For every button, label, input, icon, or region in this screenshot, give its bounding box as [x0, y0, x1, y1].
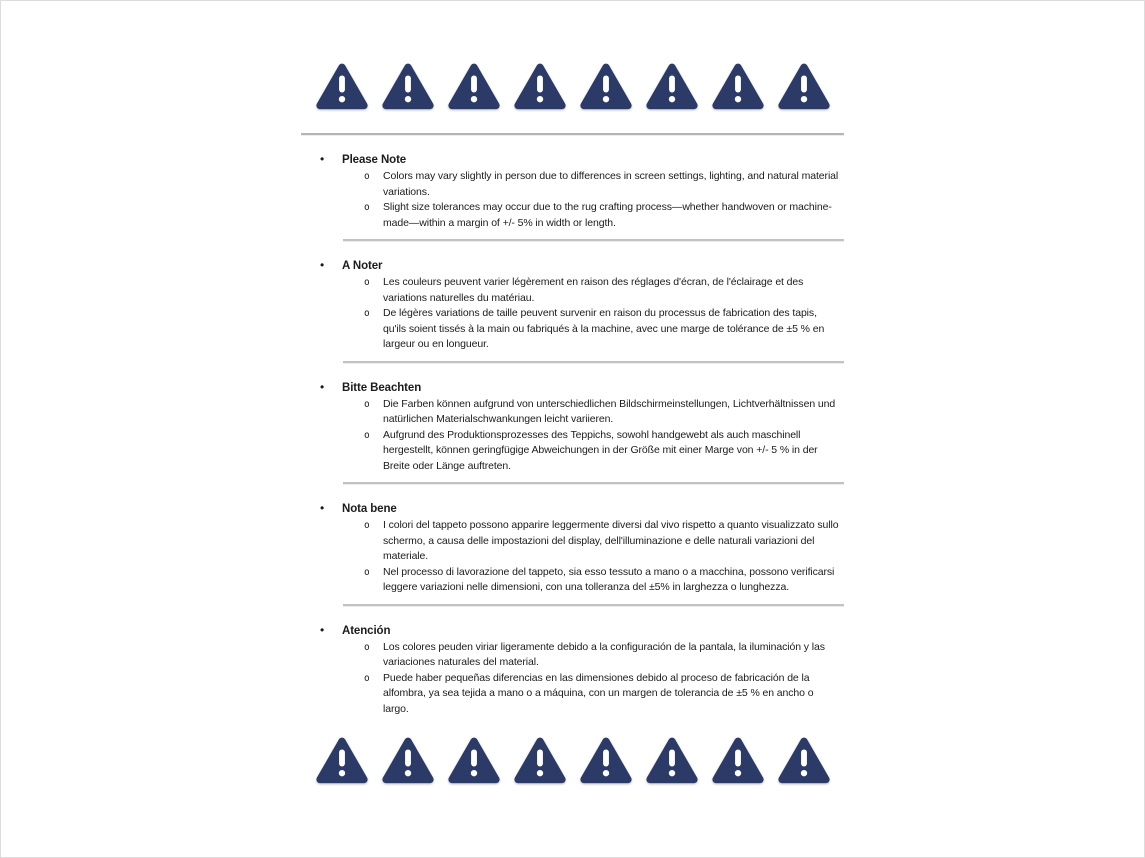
bullet-icon [320, 257, 342, 273]
note-item-text: Nel processo di lavorazione del tappeto, sia esso tessuto a mano o a macchina, possono verificarsi leggere variazioni nelle dimensioni, con una tolleranza del ±5% in larghezza o lunghezza. [383, 565, 835, 593]
note-item-text: Puede haber pequeñas diferencias en las dimensiones debido al proceso de fabricación de la alfombra, ya sea tejida a mano o a máquina, con un margen de tolerancia de ±5 % en ancho o largo. [383, 671, 814, 715]
circle-bullet-icon [364, 671, 383, 718]
note-section [301, 242, 844, 364]
bullet-icon [320, 379, 342, 395]
note-item [364, 428, 844, 475]
section-heading-row [320, 257, 844, 273]
warning-triangle-icon [448, 61, 500, 111]
note-section [301, 364, 844, 486]
sub-list [301, 640, 844, 718]
circle-bullet-icon [364, 200, 383, 231]
circle-bullet-icon [364, 640, 383, 671]
sub-list [301, 169, 844, 231]
warning-triangle-icon [778, 735, 830, 785]
circle-bullet-icon [364, 565, 383, 596]
warning-row-bottom [301, 733, 844, 785]
section-heading-row [320, 151, 844, 167]
note-item [364, 565, 844, 596]
warning-triangle-icon [646, 735, 698, 785]
sections-container [301, 136, 844, 717]
section-heading-row [320, 622, 844, 638]
note-item-text: Les couleurs peuvent varier légèrement en raison des réglages d'écran, de l'éclairage et des variations naturelles du matériau. [383, 276, 804, 304]
circle-bullet-icon [364, 397, 383, 428]
warning-triangle-icon [382, 61, 434, 111]
warning-triangle-icon [580, 61, 632, 111]
warning-triangle-icon [514, 735, 566, 785]
section-heading: Bitte Beachten [342, 381, 422, 394]
note-item [364, 200, 844, 231]
sub-list [301, 397, 844, 475]
warning-triangle-icon [448, 735, 500, 785]
note-item [364, 275, 844, 306]
warning-triangle-icon [580, 735, 632, 785]
circle-bullet-icon [364, 428, 383, 475]
warning-triangle-icon [712, 735, 764, 785]
bullet-icon [320, 500, 342, 516]
note-section [301, 485, 844, 607]
note-section [301, 607, 844, 718]
note-item-text: Aufgrund des Produktionsprozesses des Teppichs, sowohl handgewebt als auch maschinell hergestellt, können geringfügige Abweichungen in der Größe mit einer Marge von +/- 5 % in der Breite oder Länge auftreten. [383, 428, 818, 472]
note-item-text: Los colores peuden viriar ligeramente debido a la configuración de la pantala, la iluminación y las variaciones naturales del material. [383, 640, 825, 668]
note-item-text: Colors may vary slightly in person due to differences in screen settings, lighting, and natural material variations. [383, 170, 839, 198]
sub-list [301, 518, 844, 596]
circle-bullet-icon [364, 306, 383, 353]
circle-bullet-icon [364, 518, 383, 565]
warning-triangle-icon [316, 61, 368, 111]
note-item-text: I colori del tappeto possono apparire leggermente diversi dal vivo rispetto a quanto visualizzato sullo schermo, a causa delle impostazioni del display, dell'illuminazione e delle naturali variazioni del materiale. [383, 519, 839, 562]
note-item [364, 671, 844, 718]
note-item [364, 397, 844, 428]
bullet-icon [320, 151, 342, 167]
section-heading: Atención [342, 624, 391, 637]
warning-triangle-icon [778, 61, 830, 111]
circle-bullet-icon [364, 169, 383, 200]
section-heading: A Noter [342, 260, 383, 272]
note-section [301, 136, 844, 242]
section-heading: Nota bene [342, 503, 397, 515]
note-item [364, 306, 844, 353]
note-item [364, 169, 844, 200]
warning-triangle-icon [514, 61, 566, 111]
section-heading-row [320, 500, 844, 516]
bullet-icon [320, 622, 342, 638]
warning-triangle-icon [316, 735, 368, 785]
section-heading-row [320, 379, 844, 395]
note-item-text: Die Farben können aufgrund von unterschiedlichen Bildschirmeinstellungen, Lichtverhältnissen und natürlichen Materialschwankungen leicht variieren. [383, 397, 836, 425]
note-item-text: De légères variations de taille peuvent survenir en raison du processus de fabrication des tapis, qu'ils soient tissés à la main ou fabriqués à la machine, avec une marge de tolérance de ±5 % en largeur ou en longueur. [383, 307, 825, 350]
note-item-text: Slight size tolerances may occur due to the rug crafting process—whether handwoven or machine-made—within a margin of +/- 5% in width or length. [383, 201, 832, 229]
note-item [364, 518, 844, 565]
document-content [301, 59, 844, 785]
warning-row-top [301, 59, 844, 111]
warning-triangle-icon [382, 735, 434, 785]
warning-triangle-icon [646, 61, 698, 111]
warning-triangle-icon [712, 61, 764, 111]
note-item [364, 640, 844, 671]
circle-bullet-icon [364, 275, 383, 306]
sub-list [301, 275, 844, 353]
section-heading: Please Note [342, 154, 407, 166]
